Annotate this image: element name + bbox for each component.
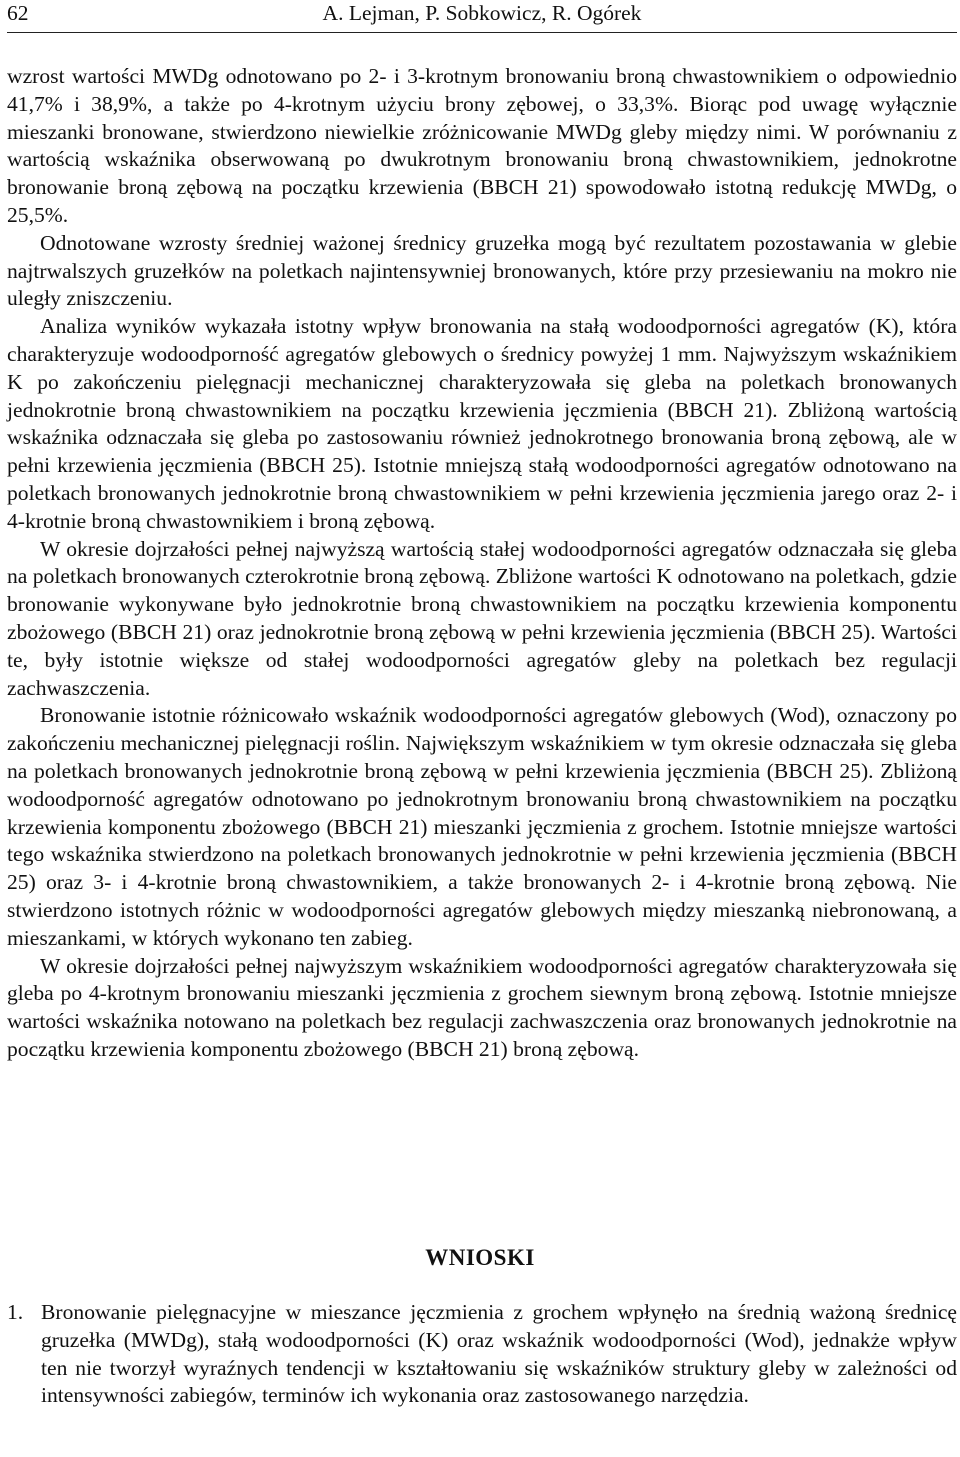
paragraph: W okresie dojrzałości pełnej najwyższą wartością stałej wodoodporności agregatów odznaczała się gleba na poletkach bronowanych czterokrotnie broną zębową. Zbliżone wartości K odnotowano na poletkach, gdzie bronowanie wykonywane było jednokrotnie broną chwastownikiem na początku krzewienia komponentu zbożowego (BBCH 21) oraz jednokrotnie broną zębową w pełni krzewienia jęczmienia (BBCH 25). Wartości te, były istotnie większe od stałej wodoodporności agregatów gleby na poletkach bez regulacji zachwaszczenia. [7, 536, 957, 700]
paragraph: W okresie dojrzałości pełnej najwyższym wskaźnikiem wodoodporności agregatów charakteryzowała się gleba po 4-krotnym bronowaniu mieszanki jęczmienia z grochem siewnym broną zębową. Istotnie mniejsze wartości wskaźnika notowano na poletkach bez regulacji zachwaszczenia oraz bronowanych jednokrotnie na początku krzewienia komponentu zbożowego (BBCH 21) broną zębową. [7, 953, 957, 1061]
conclusion-text: Bronowanie pielęgnacyjne w mieszance jęczmienia z grochem wpłynęło na średnią ważoną średnicę gruzełka (MWDg), stałą wodoodporności (K) oraz wskaźnik wodoodporności (Wod), jednakże wpływ ten nie tworzył wyraźnych tendencji w kształtowaniu się wskaźników struktury gleby w zależności od intensywności zabiegów, terminów ich wykonania oraz zastosowanego narzędzia. [41, 1300, 957, 1408]
section-heading: WNIOSKI [425, 1245, 535, 1270]
running-header [7, 0, 957, 30]
paragraph: Analiza wyników wykazała istotny wpływ bronowania na stałą wodoodporności agregatów (K), która charakteryzuje wodoodporność agregatów glebowych o średnicy powyżej 1 mm. Najwyższym wskaźnikiem K po zakończeniu pielęgnacji mechanicznej charakteryzowała się gleba na poletkach bronowanych jednokrotnie broną chwastownikiem na początku krzewienia jęczmienia (BBCH 21). Zbliżoną wartością wskaźnika odznaczała się gleba po zastosowaniu również jednokrotnego bronowania broną zębową, ale w pełni krzewienia jęczmienia (BBCH 25). Istotnie mniejszą stałą wodoodporności agregatów odnotowano na poletkach bronowanych jednokrotnie broną chwastownikiem w pełni krzewienia jęczmienia jarego oraz 2- i 4-krotnie broną chwastownikiem i broną zębową. [7, 314, 957, 533]
conclusion-item [7, 1299, 957, 1410]
paragraph: wzrost wartości MWDg odnotowano po 2- i 3-krotnym bronowaniu broną chwastownikiem o odpowiednio 41,7% i 38,9%, a także po 4-krotnym użyciu brony zębowej, o 33,3%. Biorąc pod uwagę wyłącznie mieszanki bronowane, stwierdzono niewielkie zróżnicowanie MWDg gleby między nimi. W porównaniu z wartością wskaźnika obserwowaną po dwukrotnym bronowaniu broną chwastownikiem, jednokrotne bronowanie broną zębową na początku krzewienia (BBCH 21) spowodowało istotną redukcję MWDg, o 25,5%. [7, 64, 957, 227]
conclusions-list [7, 1299, 957, 1410]
conclusion-number: 1. [7, 1300, 24, 1324]
body-text [7, 63, 957, 1064]
header-rule [7, 32, 957, 33]
paragraph: Bronowanie istotnie różnicowało wskaźnik wodoodporności agregatów glebowych (Wod), oznaczony po zakończeniu mechanicznej pielęgnacji roślin. Największym wskaźnikiem w tym okresie odznaczała się gleba na poletkach bronowanych jednokrotnie broną zębową w pełni krzewienia jęczmienia (BBCH 25). Zbliżoną wodoodporność agregatów odnotowano po jednokrotnym bronowaniu broną chwastownikiem na początku krzewienia komponentu zbożowego (BBCH 21) mieszanki jęczmienia z grochem. Istotnie mniejsze wartości tego wskaźnika stwierdzono na poletkach bronowanych jednokrotnie w pełni krzewienia jęczmienia (BBCH 25) oraz 3- i 4-krotnie broną chwastownikiem, a także bronowanych 2- i 4-krotnie broną zębową. Nie stwierdzono istotnych różnic w wodoodporności agregatów glebowych między mieszanką niebronowaną, a mieszankami, w których wykonano ten zabieg. [7, 703, 957, 950]
running-header-authors: A. Lejman, P. Sobkowicz, R. Ogórek [322, 1, 642, 25]
page-number: 62 [7, 1, 29, 25]
paragraph: Odnotowane wzrosty średniej ważonej średnicy gruzełka mogą być rezultatem pozostawania w glebie najtrwalszych gruzełków na poletkach najintensywniej bronowanych, które przy przesiewaniu na mokro nie uległy zniszczeniu. [7, 230, 957, 311]
